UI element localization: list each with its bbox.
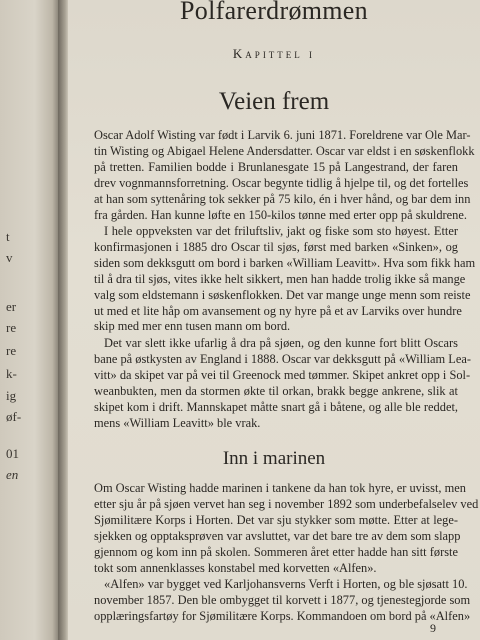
facing-page-fragment: 01 (6, 446, 19, 461)
page-number: 9 (430, 621, 436, 635)
text-line: siden som dekksgutt om bord i barken «William Leavitt». Hva som fikk ham (94, 255, 476, 270)
paragraph (94, 481, 479, 576)
facing-page-fragment: en (6, 467, 19, 482)
text-line: fra gården. Han kunne løfte en 150-kilos tønne med erter opp på skuldrene. (94, 207, 467, 222)
text-line: skipet kom i drift. Mannskapet måtte snart gå i båtene, og alle ble reddet, (94, 399, 458, 414)
facing-page-fragment: øf- (6, 409, 22, 424)
facing-page-fragment: t (6, 229, 10, 244)
text-line: «Alfen» var bygget ved Karljohansverns Verft i Horten, og ble sjøsatt 10. (104, 577, 468, 591)
text-line: mens «William Leavitt» ble vrak. (94, 415, 261, 430)
text-line: gjennom og kom inn på skolen. Sommeren året etter hadde han sitt første (94, 544, 458, 559)
text-line: til å dra til sjøs, vites ikke helt sikkert, men han hadde trolig ikke så mange (94, 271, 466, 286)
facing-page-fragment: er (6, 299, 17, 314)
facing-page-fragment: re (6, 320, 17, 335)
text-line: tokt som annenklasses konstabel med korvetten «Alfen». (94, 560, 377, 575)
book-gutter (58, 0, 68, 640)
text-line: konfirmasjonen i 1885 dro Oscar til sjøs, først med barken «Sinken», og (94, 239, 458, 254)
text-line: opplæringsfartøy for Sjømilitære Korps. Kommandoen om bord på «Alfen» (94, 608, 471, 623)
text-line: valg som eldstemann i søskenflokken. Det var mange unge menn som reiste (94, 287, 471, 302)
paragraph (94, 577, 471, 625)
text-line: ut med et lite håp om avansement og ny hyre på et av Larviks over hundre (94, 303, 462, 318)
facing-page-edge (0, 0, 58, 640)
text-line: skip med mer enn tusen mann om bord. (94, 319, 291, 334)
facing-page-fragment: ig (6, 388, 17, 403)
section-title: Inn i marinen (222, 448, 326, 469)
text-line: I hele oppveksten var det friluftsliv, jakt og fiske som sto høyest. Etter (104, 224, 458, 238)
facing-page-fragment: v (6, 250, 13, 265)
facing-page-fragment: k- (6, 366, 17, 381)
text-line: tin Wisting og Abigael Helene Andersdatter. Oscar var eldst i en søskenflokk (94, 143, 475, 158)
text-line: vitt» da skipet var på vei til Greenock med tømmer. Skipet ankret opp i Sol- (94, 367, 471, 382)
text-line: drev vognmannsforretning. Oscar begynte tidlig å hjelpe til, og det fortelles (94, 175, 469, 190)
text-line: Det var slett ikke ufarlig å dra på sjøen, og den kunne fort blitt Oscars (104, 336, 458, 350)
book-title: Polfarerdrømmen (180, 0, 368, 25)
text-line: Om Oscar Wisting hadde marinen i tankene da han tok hyre, er uvisst, men (94, 481, 466, 495)
paragraph (94, 224, 476, 335)
chapter-heading: Kapittel i (232, 46, 316, 61)
text-line: sjekken og opptaksprøven var avsluttet, var det bare tre av dem som slapp (94, 528, 461, 543)
text-line: at han som syttenåring tok sekker på 75 kilo, én i hver hånd, og bar dem inn (94, 191, 471, 206)
text-line: etter sju år på sjøen vervet han seg i november 1892 som underbefalselev ved (94, 496, 479, 511)
text-line: bane på østkysten av England i 1888. Oscar var dekksgutt på «William Lea- (94, 351, 471, 366)
text-line: på tretten. Familien bodde i Brunlanesgate 15 på Langestrand, der faren (94, 159, 458, 174)
text-line: Sjømilitære Korps i Horten. Det var sju stykker som møtte. Etter at lege- (94, 512, 458, 527)
facing-page-fragment: re (6, 343, 17, 358)
book-page (68, 0, 480, 640)
paragraph (94, 336, 471, 431)
text-line: november 1857. Den ble ombygget til korvett i 1877, og tjenestegjorde som (94, 592, 471, 607)
text-line: Oscar Adolf Wisting var født i Larvik 6. juni 1871. Foreldrene var Ole Mar- (94, 128, 471, 142)
text-line: weanbukten, men da stormen økte til orkan, brakk begge ankrene, slik at (94, 383, 458, 398)
paragraph (94, 128, 475, 223)
section-title: Veien frem (218, 88, 330, 115)
